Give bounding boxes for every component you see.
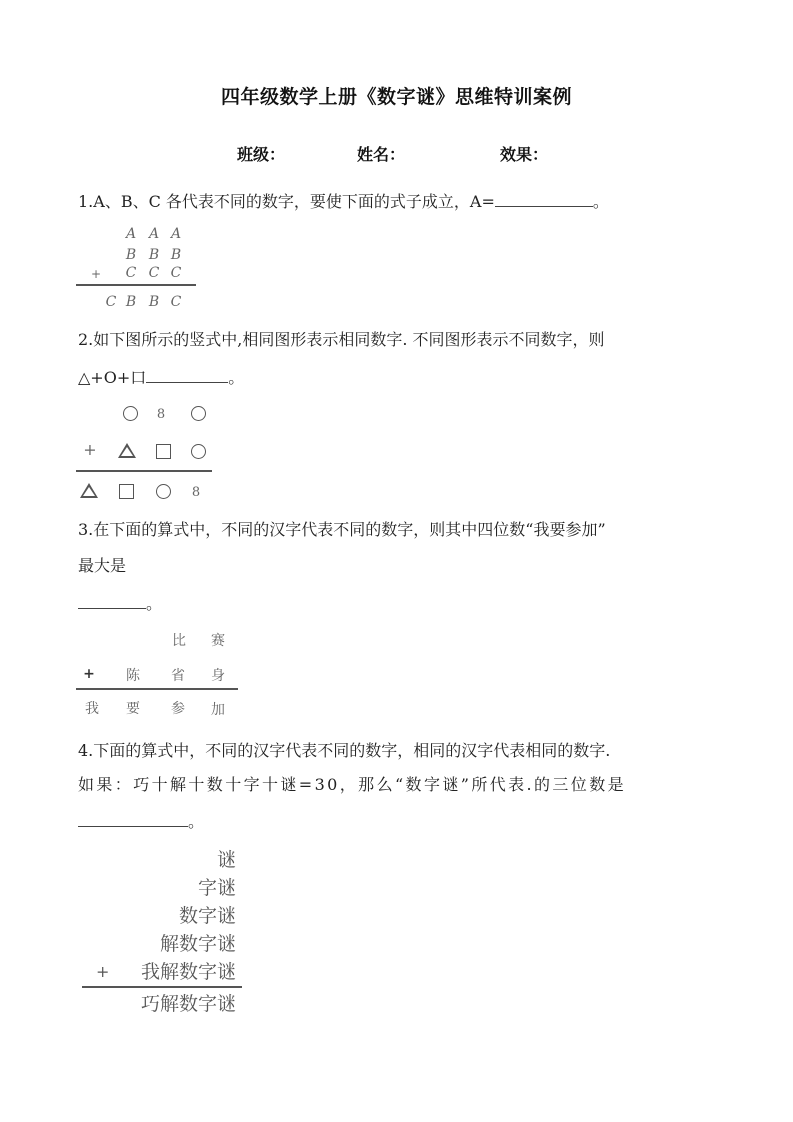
sum-line: [76, 688, 238, 690]
digit-cell: B: [125, 294, 137, 310]
addend-row: 谜: [216, 849, 236, 871]
document-title: 四年级数学上册《数字谜》思维特训案例: [220, 86, 572, 108]
digit-cell: B: [125, 247, 137, 263]
question-text: A、B、C 各代表不同的数字，要使下面的式子成立，A=: [93, 192, 495, 211]
result-field-label: 效果：: [500, 145, 549, 164]
digit-cell: A: [125, 226, 137, 242]
question-3-line-1: [78, 520, 606, 540]
plus-sign: +: [90, 267, 102, 281]
square-icon: [116, 484, 136, 503]
answer-blank[interactable]: [495, 192, 593, 207]
hanzi-cell: 陈: [126, 668, 140, 684]
addend-row: 数字谜: [178, 905, 236, 927]
figure-q4: [80, 846, 236, 1021]
hanzi-cell: 参: [171, 701, 185, 717]
question-3-line-2: [78, 556, 126, 576]
hanzi-cell: 比: [172, 633, 186, 649]
question-4-line-3: [78, 812, 204, 832]
question-number: 4.: [78, 741, 94, 760]
question-2-line-1: [78, 330, 605, 350]
question-text: 下面的算式中，不同的汉字代表不同的数字，相同的汉字代表相同的数字.: [93, 741, 611, 760]
figure-q1: [76, 224, 201, 314]
sum-line: [82, 986, 242, 988]
question-number: 1.: [78, 192, 94, 211]
question-1: [78, 192, 609, 212]
digit-cell: B: [148, 247, 160, 263]
digit-cell: C: [125, 265, 137, 281]
answer-blank[interactable]: [78, 594, 146, 609]
question-text: 如下图所示的竖式中,相同图形表示相同数字. 不同图形表示不同数字，则: [93, 330, 605, 349]
figure-q2: [76, 400, 216, 502]
hanzi-cell: 加: [211, 702, 225, 718]
question-number: 2.: [78, 330, 94, 349]
class-field-label: 班级：: [237, 145, 286, 164]
circle-icon: [188, 444, 208, 463]
question-text: 如果：巧十解十数十字十谜=30，那么“数字谜”所代表.的三位数是: [78, 775, 627, 794]
digit-cell: B: [170, 247, 182, 263]
triangle-icon: [117, 443, 137, 462]
question-4-line-1: [78, 741, 610, 761]
addend-row: 解数字谜: [159, 933, 236, 955]
triangle-icon: [79, 483, 99, 502]
circle-icon: [188, 406, 208, 425]
question-4-line-2: [78, 775, 626, 795]
question-3-line-3: [78, 594, 162, 614]
hanzi-cell: 省: [171, 668, 185, 684]
result-row: 巧解数字谜: [140, 993, 236, 1015]
sum-line: [76, 470, 212, 472]
hanzi-cell: 赛: [211, 633, 225, 649]
answer-blank[interactable]: [78, 812, 188, 827]
question-end: 。: [592, 192, 609, 211]
name-field-label: 姓名：: [357, 145, 406, 164]
hanzi-cell: 要: [126, 701, 140, 717]
question-end: 。: [188, 812, 205, 831]
digit-cell: C: [170, 265, 182, 281]
circle-icon: [153, 484, 173, 503]
digit-cell: C: [170, 294, 182, 310]
sum-line: [76, 284, 196, 286]
digit-cell: A: [148, 226, 160, 242]
question-text: 最大是: [78, 556, 127, 575]
question-number: 3.: [78, 520, 94, 539]
addend-row: 字谜: [197, 877, 236, 899]
hanzi-cell: 我: [85, 701, 99, 717]
question-2-line-2: [78, 368, 244, 388]
square-icon: [153, 444, 173, 463]
digit-cell: C: [148, 265, 160, 281]
plus-sign: +: [83, 440, 97, 459]
digit-cell: 8: [156, 407, 166, 422]
digit-cell: C: [105, 294, 117, 310]
question-end: 。: [146, 594, 163, 613]
plus-sign: +: [83, 666, 95, 682]
digit-cell: A: [170, 226, 182, 242]
question-end: 。: [228, 368, 245, 387]
digit-cell: B: [148, 294, 160, 310]
circle-icon: [120, 406, 140, 425]
figure-q3: [76, 628, 246, 723]
question-text: 在下面的算式中，不同的汉字代表不同的数字，则其中四位数“我要参加”: [93, 520, 606, 539]
addend-row: 我解数字谜: [140, 961, 236, 983]
plus-sign: +: [96, 962, 110, 981]
digit-cell: 8: [191, 485, 201, 500]
answer-blank[interactable]: [146, 368, 228, 383]
hanzi-cell: 身: [211, 668, 225, 684]
question-text: △+O+口: [78, 368, 147, 387]
